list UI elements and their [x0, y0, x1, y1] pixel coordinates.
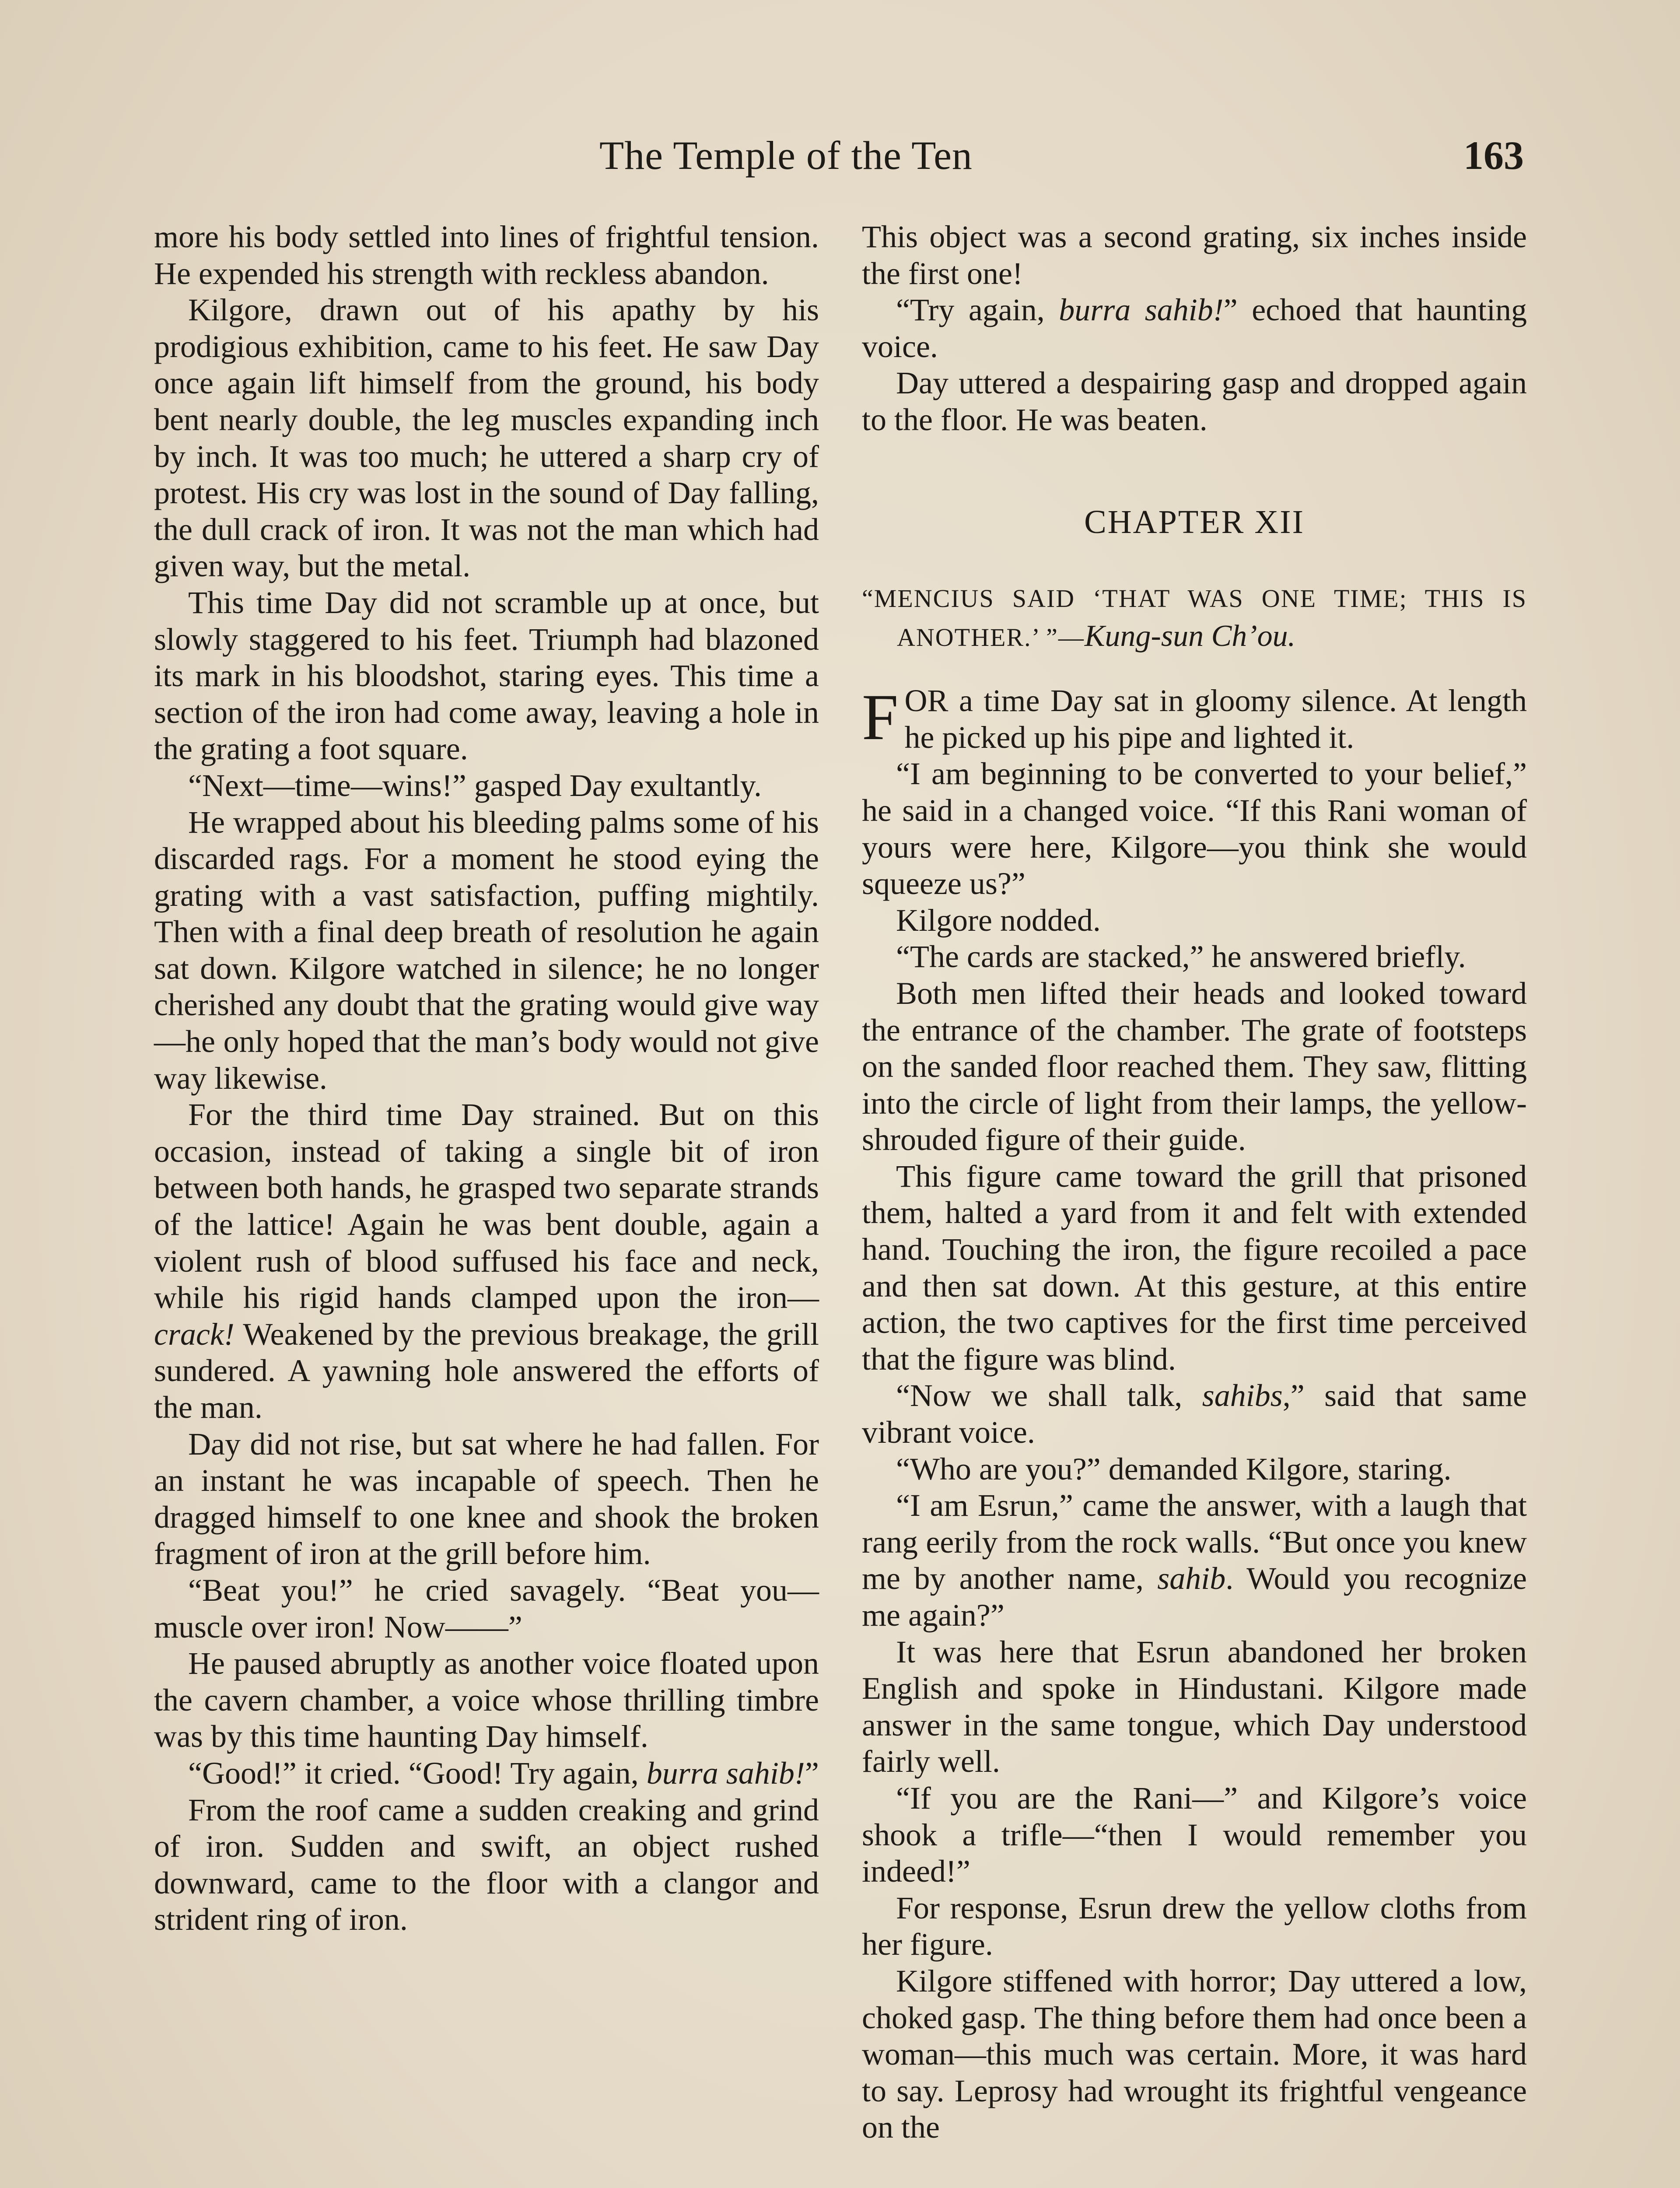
epigraph [862, 580, 1527, 656]
text-run: ” echoed that haunting voice. [862, 292, 1527, 364]
paragraph: Kilgore, drawn out of his apathy by his prodigious exhibition, came to his feet. He saw Day once again lift himself from the ground, his body bent nearly double, the leg muscles expanding inch by inch. It was too much; he uttered a sharp cry of protest. His cry was lost in the sound of Day falling, the dull crack of iron. It was not the man which had given way, but the metal. [154, 292, 819, 584]
epigraph-text: “MENCIUS SAID ‘THAT WAS ONE TIME; THIS IS ANOTHER.’ ”— [862, 584, 1527, 652]
paragraph: “If you are the Rani—” and Kilgore’s voice shook a trifle—“then I would remember you indeed!” [862, 1780, 1527, 1889]
paragraph: It was here that Esrun abandoned her broken English and spoke in Hindustani. Kilgore made answer in the same tongue, which Day understood fairly well. [862, 1634, 1527, 1779]
page-number: 163 [1463, 133, 1524, 178]
paragraph: He wrapped about his bleeding palms some of his discarded rags. For a moment he stood eying the grating with a vast satisfaction, puffing mightily. Then with a final deep breath of resolution he again sat down. Kilgore watched in silence; he no longer cherished any doubt that the grating would give way—he only hoped that the man’s body would not give way likewise. [154, 804, 819, 1096]
paragraph: “Beat you!” he cried savagely. “Beat you—muscle over iron! Now——” [154, 1572, 819, 1645]
italic-text: burra sahib! [646, 1755, 805, 1791]
epigraph-source: Kung-sun Ch’ou. [1084, 619, 1296, 653]
text-run: “I am Esrun,” came the answer, with a laugh that rang eerily from the rock walls. “But once you knew me by another name, [862, 1488, 1527, 1596]
right-column [862, 219, 1527, 2146]
text-run: OR a time Day sat in gloomy silence. At length he picked up his pipe and lighted it. [904, 683, 1527, 755]
text-run: ,” said that same vibrant voice. [862, 1378, 1527, 1450]
italic-text: crack! [154, 1316, 234, 1352]
italic-text: sahibs [1202, 1378, 1283, 1413]
paragraph [154, 1097, 819, 1426]
running-head [0, 127, 1680, 184]
paragraph [154, 1755, 819, 1792]
paragraph: From the roof came a sudden creaking and grind of iron. Sudden and swift, an object rushed downward, came to the floor with a clangor and strident ring of iron. [154, 1792, 819, 1937]
paragraph: For response, Esrun drew the yellow cloths from her figure. [862, 1890, 1527, 1962]
paragraph: “Who are you?” demanded Kilgore, staring. [896, 1451, 1452, 1487]
italic-text: burra sahib! [1059, 292, 1224, 328]
paragraph [862, 1378, 1527, 1451]
paragraph [862, 683, 1527, 756]
paragraph: “Next—time—wins!” gasped Day exultantly. [188, 768, 762, 803]
chapter-heading: CHAPTER XII [1084, 503, 1305, 540]
drop-cap: F [862, 681, 899, 754]
paragraph: “The cards are stacked,” he answered briefly. [896, 939, 1466, 975]
paragraph: He paused abruptly as another voice floated upon the cavern chamber, a voice whose thrilling timbre was by this time haunting Day himself. [154, 1646, 819, 1754]
paragraph: Day did not rise, but sat where he had fallen. For an instant he was incapable of speech. Then he dragged himself to one knee and shook the broken fragment of iron at the grill before him. [154, 1426, 819, 1571]
paragraph: “I am beginning to be converted to your belief,” he said in a changed voice. “If this Rani woman of yours were here, Kilgore—you think she would squeeze us?” [862, 756, 1527, 901]
paragraph: Kilgore stiffened with horror; Day uttered a low, choked gasp. The thing before them had once been a woman—this much was certain. More, it was hard to say. Leprosy had wrought its frightful vengeance on the [862, 1963, 1527, 2145]
text-run: “Try again, [896, 292, 1059, 328]
paragraph: Day uttered a despairing gasp and dropped again to the floor. He was beaten. [862, 365, 1527, 437]
italic-text: sahib [1157, 1561, 1226, 1596]
text-run: For the third time Day strained. But on this occasion, instead of taking a single bit of iron between both hands, he grasped two separate strands of the lattice! Again he was bent double, again a violent rush of blood suffused his face and neck, while his rigid hands clamped upon the iron— [154, 1097, 819, 1315]
paragraph: This figure came toward the grill that prisoned them, halted a yard from it and felt with extended hand. Touching the iron, the figure recoiled a pace and then sat down. At this gesture, at this entire action, the two captives for the first time perceived that the figure was blind. [862, 1158, 1527, 1377]
paragraph [862, 292, 1527, 365]
text-run: . Would you recognize me again?” [862, 1561, 1527, 1633]
paragraph: more his body settled into lines of frightful tension. He expended his strength with reckless abandon. [154, 219, 819, 291]
paragraph: Both men lifted their heads and looked toward the entrance of the chamber. The grate of footsteps on the sanded floor reached them. They saw, flitting into the circle of light from their lamps, the yellow-shrouded figure of their guide. [862, 975, 1527, 1157]
text-run: ” [805, 1755, 819, 1791]
text-run: Weakened by the previous breakage, the grill sundered. A yawning hole answered the efforts of the man. [154, 1316, 819, 1425]
left-column [154, 219, 819, 1938]
paragraph [862, 1487, 1527, 1634]
running-title: The Temple of the Ten [599, 133, 973, 178]
paragraph: This time Day did not scramble up at once, but slowly staggered to his feet. Triumph had blazoned its mark in his bloodshot, staring eyes. This time a section of the iron had come away, leaving a hole in the grating a foot square. [154, 585, 819, 767]
paragraph: This object was a second grating, six inches inside the first one! [862, 219, 1527, 291]
paragraph: Kilgore nodded. [896, 902, 1101, 938]
text-run: “Now we shall talk, [896, 1378, 1202, 1413]
text-run: “Good!” it cried. “Good! Try again, [188, 1755, 647, 1791]
